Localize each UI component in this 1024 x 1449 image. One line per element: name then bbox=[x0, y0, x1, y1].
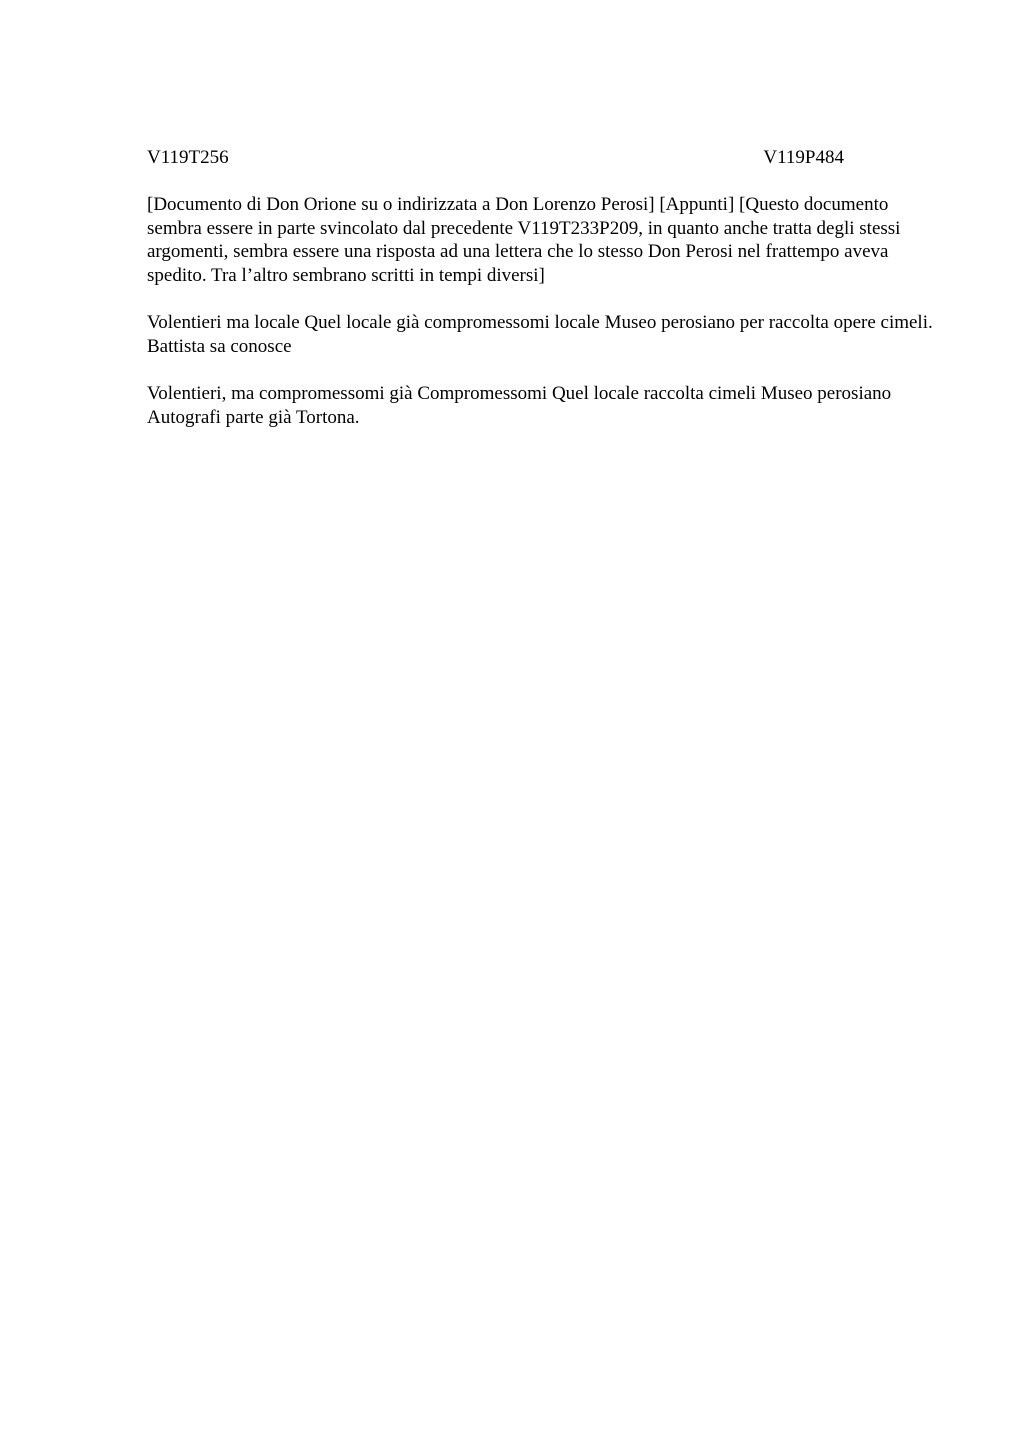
document-code-right: V119P484 bbox=[763, 147, 844, 168]
document-header bbox=[147, 146, 844, 170]
paragraph-note-2: Volentieri, ma compromessomi già Compromessomi Quel locale raccolta cimeli Museo perosiano Autografi parte già Tortona. bbox=[147, 383, 892, 428]
document-code-left: V119T256 bbox=[147, 147, 229, 168]
paragraph-note-1: Volentieri ma locale Quel locale già compromessomi locale Museo perosiano per raccolta opere cimeli. Battista sa conosce bbox=[147, 312, 933, 357]
paragraph-editorial-note: [Documento di Don Orione su o indirizzata a Don Lorenzo Perosi] [Appunti] [Questo documento sembra essere in parte svincolato dal precedente V119T233P209, in quanto anche tratta degli stessi argomenti, sembra essere una risposta ad una lettera che lo stesso Don Perosi nel frattempo aveva spedito. Tra l’altro sembrano scritti in tempi diversi] bbox=[147, 194, 901, 286]
document-body bbox=[147, 193, 937, 453]
